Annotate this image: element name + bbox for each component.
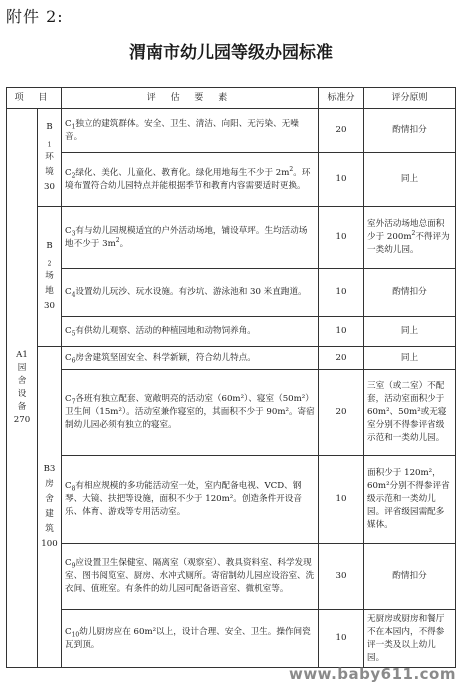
site-watermark: www.baby611.com (288, 665, 456, 683)
table-row (7, 317, 456, 347)
table-header-row (7, 88, 456, 109)
table-row (7, 610, 456, 668)
document-title: 渭南市幼儿园等级办园标准 (129, 43, 333, 63)
category-b2: B $_2$ 场 地 30 (38, 207, 62, 347)
table-row (7, 544, 456, 610)
criteria-c4: $C_4$设置幼儿玩沙、玩水设施。有沙坑、游泳池和 30 米直跑道。 (62, 269, 319, 317)
table-row (7, 207, 456, 269)
score-c3: 10 (319, 207, 364, 269)
score-c4: 10 (319, 269, 364, 317)
score-c1: 20 (319, 109, 364, 153)
rule-c1: 酌情扣分 (364, 109, 456, 153)
criteria-c6: $C_6$房舍建筑坚固安全、科学新颖，符合幼儿特点。 (62, 347, 319, 370)
rule-c3: 室外活动场地总面积少于 $200m^2$不得评为一类幼儿园。 (364, 207, 456, 269)
score-c10: 10 (319, 610, 364, 668)
rule-c10: 无厨房或厨房和餐厅不在本园内，不得参评一类及以上幼儿园。 (364, 610, 456, 668)
header-criteria: 评 估 要 素 (62, 88, 319, 109)
score-c6: 20 (319, 347, 364, 370)
table-row (7, 456, 456, 544)
category-b1: B $_1$ 环 境 30 (38, 109, 62, 207)
rule-c6: 同上 (364, 347, 456, 370)
table-row (7, 347, 456, 370)
category-a1: A1 园 舍 设 备 270 (7, 109, 38, 668)
criteria-c9: $C_9$应设置卫生保健室、隔离室（观察室）、教具资料室、科学发现室、图书阅览室、厨房、水冲式厕所。寄宿制幼儿园应设浴室、洗衣间、值班室。有条件的幼儿园可配备语音室、微机室等。 (62, 544, 319, 610)
rule-c8: 面积少于 120m²，60m²分别不得参评省级示范和一类幼儿园。评省级园需配多媒体。 (364, 456, 456, 544)
attachment-label: 附件 2: (6, 7, 64, 26)
criteria-c3: $C_3$有与幼儿园规模适宜的户外活动场地，铺设草坪。生均活动场地不少于 $3m^2$。 (62, 207, 319, 269)
table-row (7, 109, 456, 153)
score-c9: 30 (319, 544, 364, 610)
header-rule: 评分原则 (364, 88, 456, 109)
rule-c7: 三室（或二室）不配套，活动室面积少于 60m²、50m²或无寝室分别不得参评省级示范和一类幼儿园。 (364, 370, 456, 456)
score-c2: 10 (319, 153, 364, 207)
criteria-c5: $C_5$有供幼儿观察、活动的种植园地和动物饲养角。 (62, 317, 319, 347)
rule-c2: 同上 (364, 153, 456, 207)
criteria-c1: $C_1$独立的建筑群体。安全、卫生、清洁、向阳、无污染、无噪音。 (62, 109, 319, 153)
header-standard-score: 标准分 (319, 88, 364, 109)
table-row (7, 370, 456, 456)
header-item: 项 目 (7, 88, 62, 109)
criteria-c10: $C_{10}$幼儿厨房应在 60m²以上，设计合理、安全、卫生。操作间瓷瓦到顶。 (62, 610, 319, 668)
rule-c9: 酌情扣分 (364, 544, 456, 610)
table-row (7, 269, 456, 317)
rule-c5: 同上 (364, 317, 456, 347)
standards-table (6, 87, 456, 668)
criteria-c2: $C_2$绿化、美化、儿童化、教育化。绿化用地每生不少于 $2m^2$。环境布置符合幼儿园特点并能根据季节和教育内容需要适时更换。 (62, 153, 319, 207)
category-b3: B3 房 舍 建 筑 100 (38, 347, 62, 668)
table-row (7, 153, 456, 207)
rule-c4: 酌情扣分 (364, 269, 456, 317)
criteria-c7: $C_7$各班有独立配套、宽敞明亮的活动室（60m²）、寝室（50m²）卫生间（15m²）。活动室兼作寝室的，其面积不少于 90m²。寄宿制幼儿园必须有独立的寝室。 (62, 370, 319, 456)
score-c7: 20 (319, 370, 364, 456)
score-c8: 10 (319, 456, 364, 544)
score-c5: 10 (319, 317, 364, 347)
criteria-c8: $C_8$有相应规模的多功能活动室一处，室内配备电视、VCD、钢琴、大镜、扶把等设施，面积不少于 120m²。创造条件开设音乐、体育、游戏等专用活动室。 (62, 456, 319, 544)
